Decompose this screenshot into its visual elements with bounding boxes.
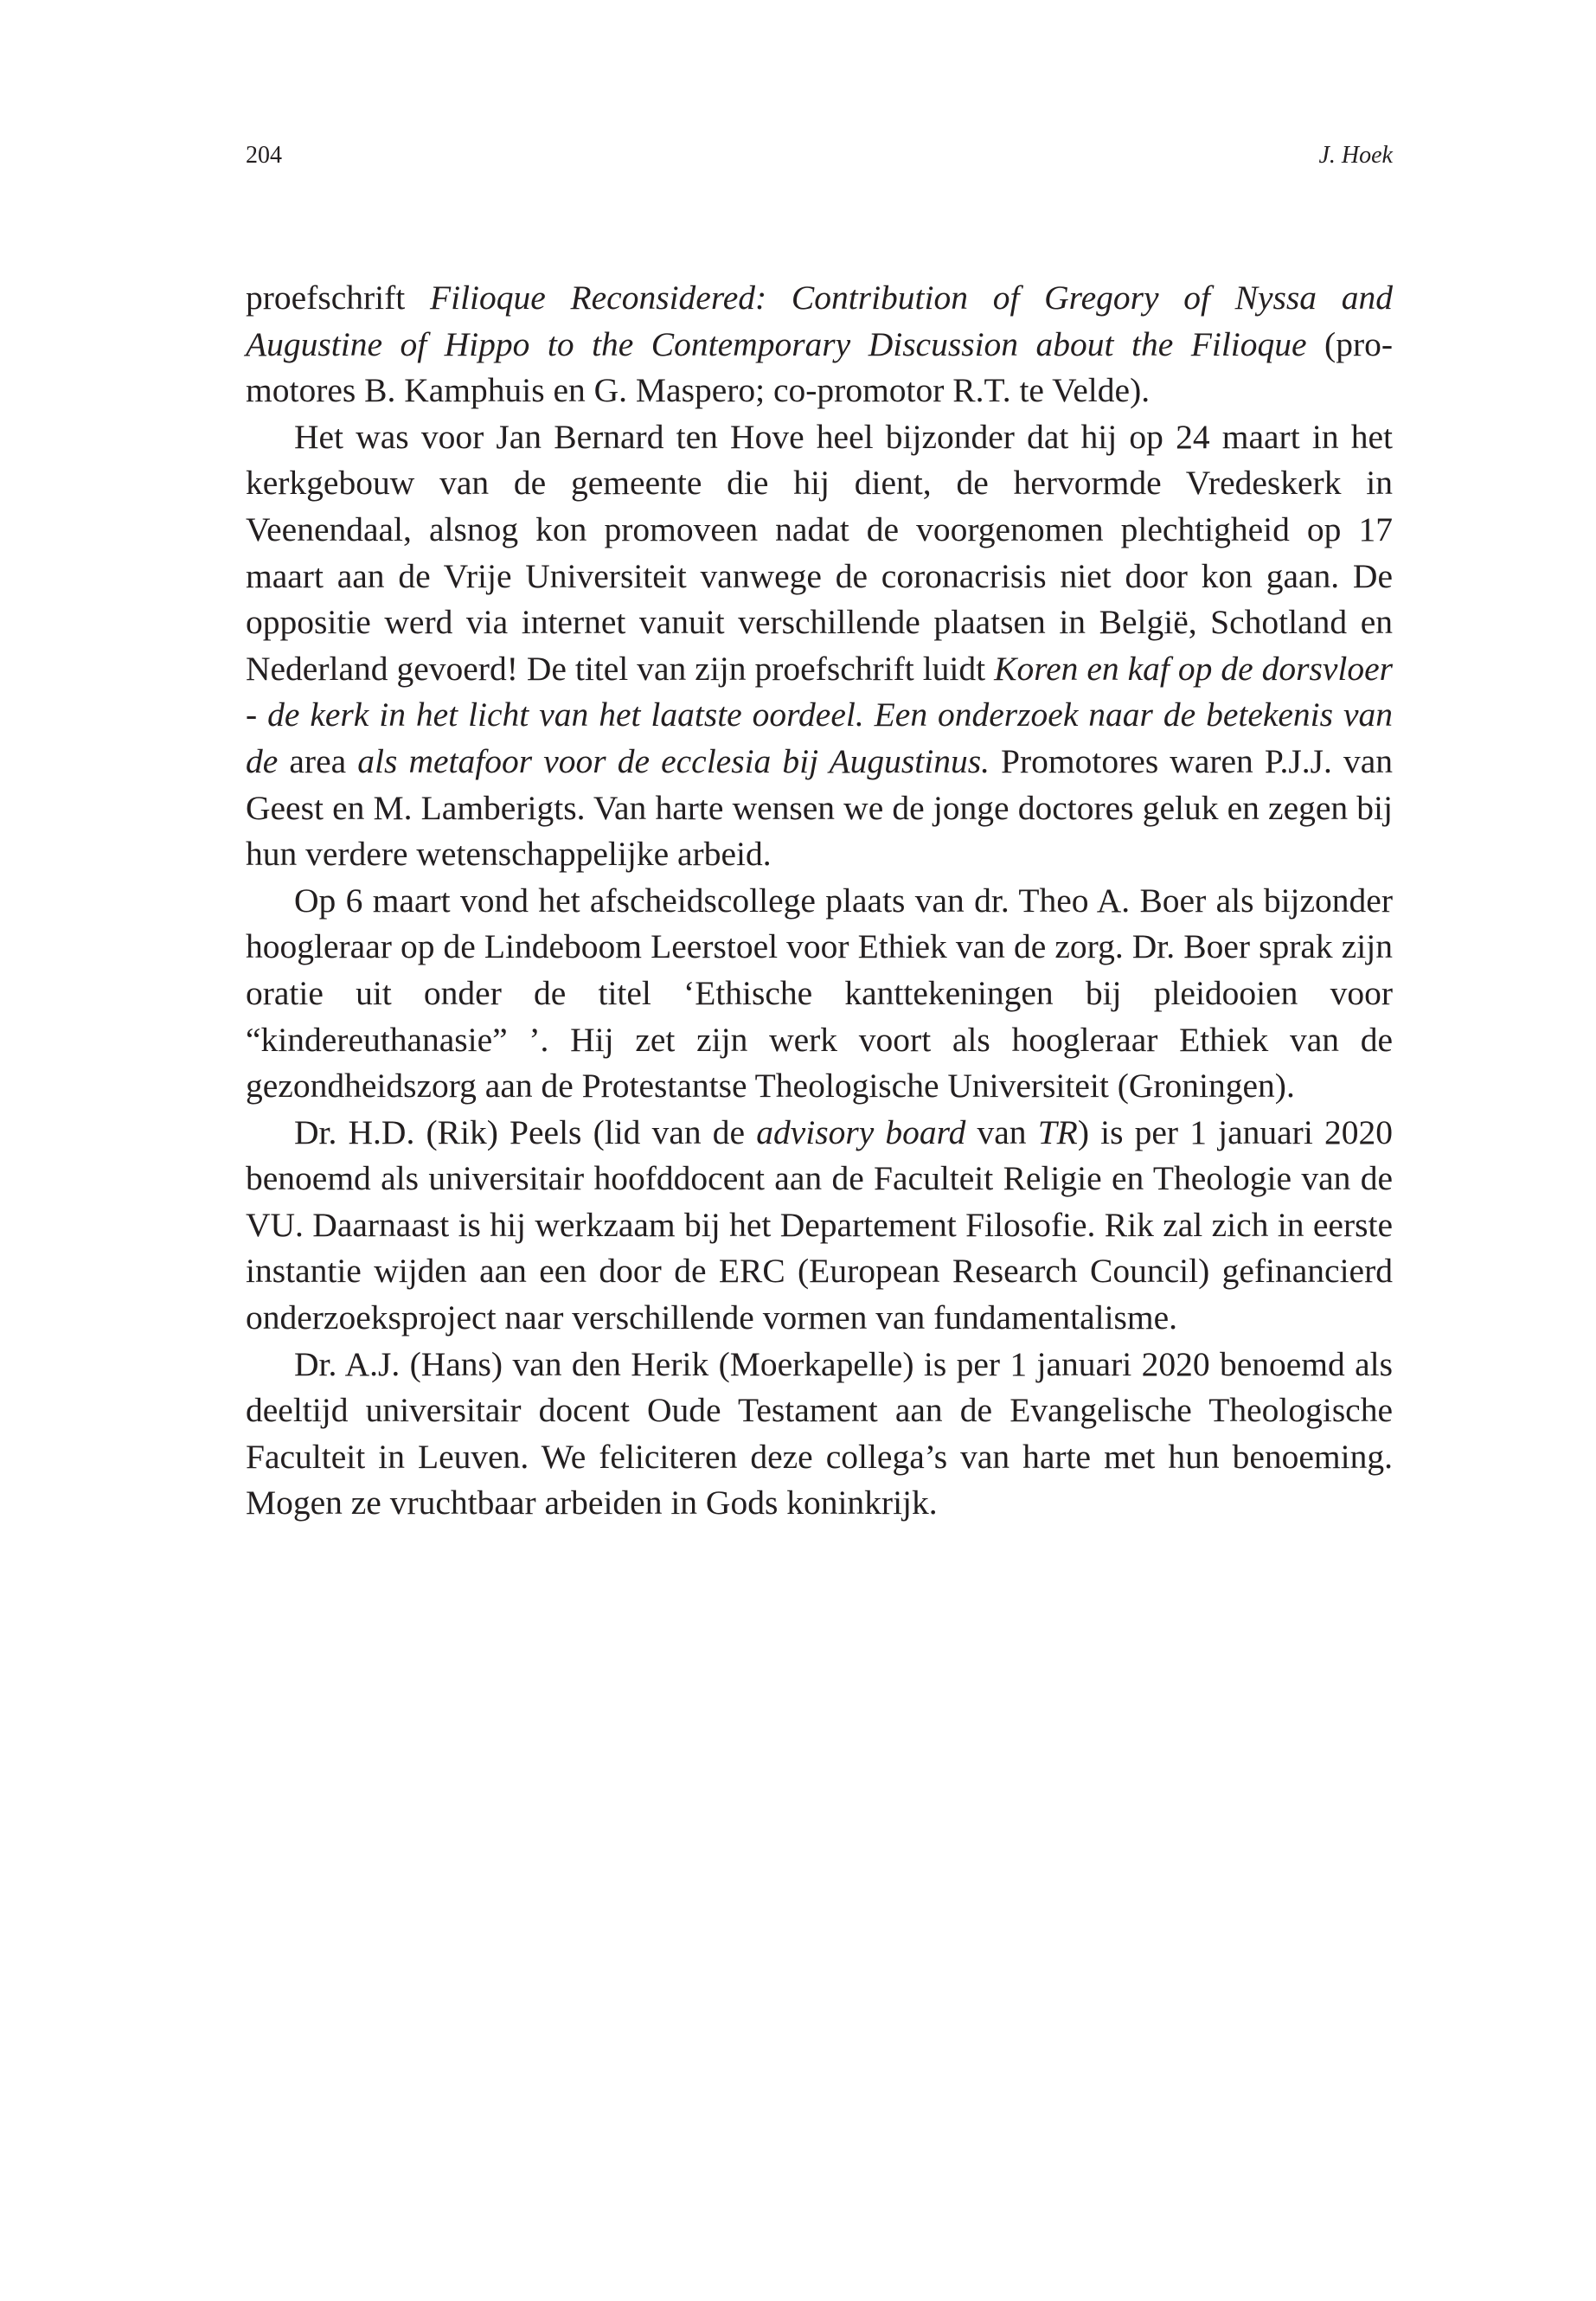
italic-journal-abbrev: TR [1037,1112,1078,1151]
text-run: Promotores waren P.J.J. van Geest en M. Lamberigts. Van harte wensen we de jonge doctores geluk en zegen bij hun verdere wetenschappelijke arbeid. [246,741,1393,874]
text-run: Dr. H.D. (Rik) Peels (lid van de [294,1112,757,1151]
text-run: van [965,1112,1038,1151]
paragraph-ten-hove [246,414,1393,878]
text-run: Het was voor Jan Bernard ten Hove heel bijzonder dat hij op 24 maart in het kerkgebouw van de gemeente die hij dient, de hervormde Vredeskerk in Veenendaal, alsnog kon promoveen nadat de voorgenomen plechtigheid op 17 maart aan de Vrije Universiteit vanwege de coronacrisis niet door kon gaan. De oppositie werd via internet vanuit verschillende plaatsen in België, Schotland en Nederland gevoerd! De titel van zijn proefschrift luidt [246,417,1393,688]
text-run: Op 6 maart vond het afscheidscollege plaats van dr. Theo A. Boer als bijzonder hoogleraar op de Lindeboom Leerstoel voor Ethiek van de zorg. Dr. Boer sprak zijn oratie uit onder de titel ‘Ethische kanttekeningen bij pleidooien voor “kindereuthanasie” ’. Hij zet zijn werk voort als hoogleraar Ethiek van de gezondheidszorg aan de Protestantse Theologische Universiteit (Groningen). [246,881,1393,1106]
text-run: (promotores B. Kamphuis en G. Maspero; co-promotor R.T. te Velde). [246,324,1394,410]
paragraph-dissertation-title [246,275,1393,414]
text-run: Dr. A.J. (Hans) van den Herik (Moerkapelle) is per 1 januari 2020 benoemd als deeltijd universitair docent Oude Testament aan de Evangelische Theologische Faculteit in Leuven. We feliciteren deze collega’s van harte met hun benoeming. Mogen ze vruchtbaar arbeiden in Gods koninkrijk. [246,1344,1393,1522]
text-run: ) is per 1 januari 2020 benoemd als universitair hoofddocent aan de Faculteit Religie en Theologie van de VU. Daarnaast is hij werkzaam bij het Departement Filosofie. Rik zal zich in eerste instantie wijden aan een door de ERC (European Research Council) gefinancierd onderzoeksproject naar verschillende vormen van fundamentalisme. [246,1112,1393,1337]
italic-dissertation-title: Filioque Reconsidered: Contribution of Gregory of Nyssa and Augustine of Hippo to the Contemporary Discussion about the Filioque [246,279,1393,363]
text-run: area [278,741,358,780]
text-run: proefschrift [246,279,430,317]
page-number: 204 [246,142,282,169]
running-header [246,138,1393,173]
paragraph-van-den-herik [246,1342,1393,1527]
paragraph-peels [246,1110,1393,1342]
paragraph-boer [246,878,1393,1110]
italic-advisory-board: advisory board [756,1112,966,1151]
italic-dissertation-title: Koren en kaf op de dorsvloer - de kerk in het licht van het laatste oordeel. Een onderzoek naar de betekenis van de [246,649,1393,780]
running-head-author: J. Hoek [1318,142,1393,169]
body-text [246,275,1393,1527]
italic-dissertation-title: als metafoor voor de ecclesia bij Augustinus. [357,741,990,780]
